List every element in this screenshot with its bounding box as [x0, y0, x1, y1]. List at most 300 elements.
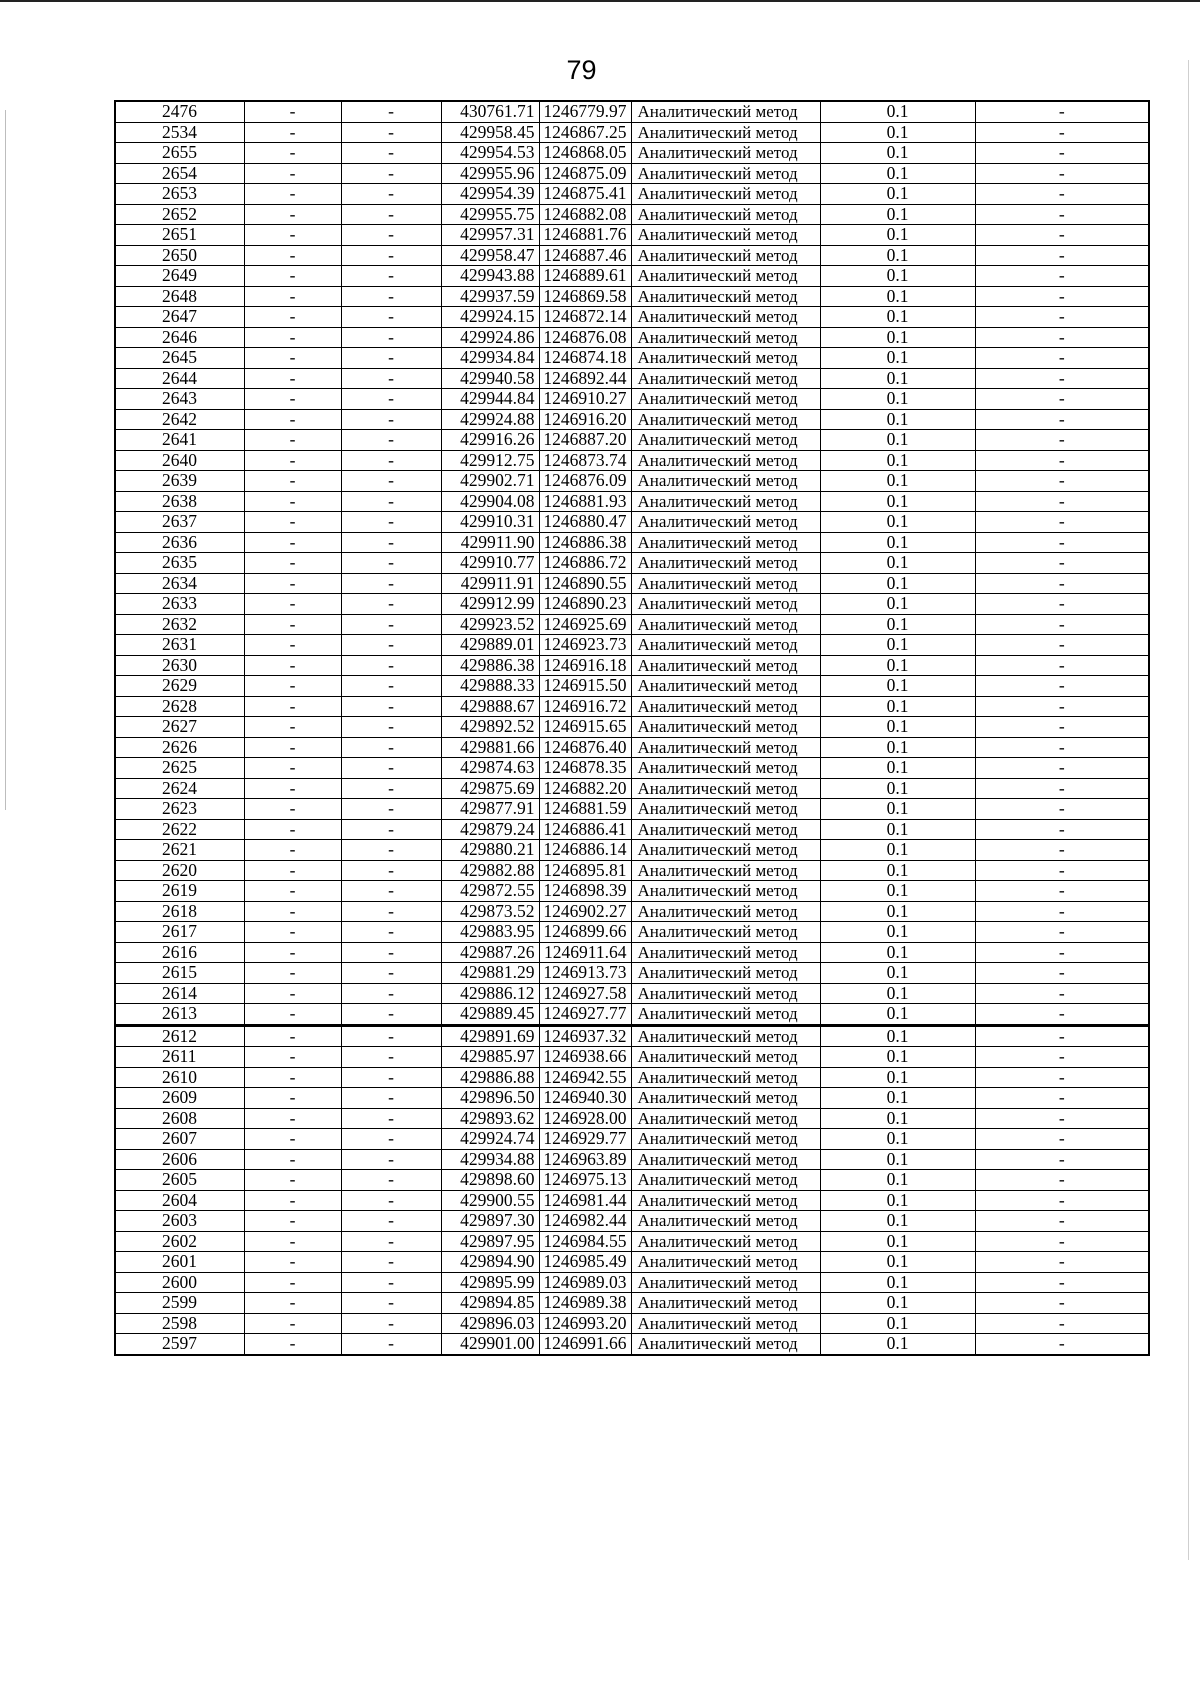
point-number-cell: 2635: [115, 553, 244, 574]
y-coordinate-cell: 1246881.59: [539, 799, 631, 820]
dash-cell: -: [975, 1190, 1149, 1211]
y-coordinate-cell: 1246989.03: [539, 1272, 631, 1293]
method-cell: Аналитический метод: [631, 204, 820, 225]
point-number-cell: 2611: [115, 1047, 244, 1068]
y-coordinate-cell: 1246916.20: [539, 409, 631, 430]
method-cell: Аналитический метод: [631, 1047, 820, 1068]
dash-cell: -: [975, 696, 1149, 717]
x-coordinate-cell: 430761.71: [441, 101, 539, 122]
dash-cell: -: [975, 225, 1149, 246]
error-value-cell: 0.1: [820, 1211, 975, 1232]
x-coordinate-cell: 429881.29: [441, 963, 539, 984]
x-coordinate-cell: 429896.03: [441, 1313, 539, 1334]
method-cell: Аналитический метод: [631, 348, 820, 369]
point-number-cell: 2625: [115, 758, 244, 779]
table-row: [115, 614, 1149, 635]
method-cell: Аналитический метод: [631, 327, 820, 348]
table-row: [115, 1272, 1149, 1293]
method-cell: Аналитический метод: [631, 450, 820, 471]
point-number-cell: 2534: [115, 122, 244, 143]
table-row: [115, 696, 1149, 717]
error-value-cell: 0.1: [820, 1149, 975, 1170]
method-cell: Аналитический метод: [631, 942, 820, 963]
point-number-cell: 2643: [115, 389, 244, 410]
method-cell: Аналитический метод: [631, 1211, 820, 1232]
method-cell: Аналитический метод: [631, 512, 820, 533]
table-body: [115, 101, 1149, 1355]
error-value-cell: 0.1: [820, 1272, 975, 1293]
dash-cell: -: [975, 1252, 1149, 1273]
dash-cell: -: [341, 1190, 441, 1211]
method-cell: Аналитический метод: [631, 491, 820, 512]
error-value-cell: 0.1: [820, 737, 975, 758]
table-row: [115, 1252, 1149, 1273]
error-value-cell: 0.1: [820, 614, 975, 635]
dash-cell: -: [244, 1025, 341, 1047]
dash-cell: -: [341, 594, 441, 615]
table-row: [115, 225, 1149, 246]
dash-cell: -: [975, 1047, 1149, 1068]
point-number-cell: 2598: [115, 1313, 244, 1334]
y-coordinate-cell: 1246876.08: [539, 327, 631, 348]
point-number-cell: 2601: [115, 1252, 244, 1273]
x-coordinate-cell: 429957.31: [441, 225, 539, 246]
method-cell: Аналитический метод: [631, 573, 820, 594]
method-cell: Аналитический метод: [631, 1190, 820, 1211]
dash-cell: -: [244, 348, 341, 369]
dash-cell: -: [244, 286, 341, 307]
x-coordinate-cell: 429944.84: [441, 389, 539, 410]
error-value-cell: 0.1: [820, 1088, 975, 1109]
error-value-cell: 0.1: [820, 717, 975, 738]
point-number-cell: 2639: [115, 471, 244, 492]
error-value-cell: 0.1: [820, 1313, 975, 1334]
dash-cell: -: [341, 163, 441, 184]
table-row: [115, 676, 1149, 697]
x-coordinate-cell: 429900.55: [441, 1190, 539, 1211]
method-cell: Аналитический метод: [631, 101, 820, 122]
dash-cell: -: [975, 1231, 1149, 1252]
dash-cell: -: [975, 512, 1149, 533]
x-coordinate-cell: 429912.75: [441, 450, 539, 471]
y-coordinate-cell: 1246916.72: [539, 696, 631, 717]
dash-cell: -: [244, 1313, 341, 1334]
table-row: [115, 840, 1149, 861]
dash-cell: -: [975, 778, 1149, 799]
dash-cell: -: [244, 758, 341, 779]
x-coordinate-cell: 429898.60: [441, 1170, 539, 1191]
dash-cell: -: [975, 1025, 1149, 1047]
method-cell: Аналитический метод: [631, 819, 820, 840]
x-coordinate-cell: 429877.91: [441, 799, 539, 820]
x-coordinate-cell: 429886.88: [441, 1067, 539, 1088]
error-value-cell: 0.1: [820, 1334, 975, 1355]
error-value-cell: 0.1: [820, 430, 975, 451]
method-cell: Аналитический метод: [631, 963, 820, 984]
point-number-cell: 2636: [115, 532, 244, 553]
table-row: [115, 122, 1149, 143]
error-value-cell: 0.1: [820, 389, 975, 410]
point-number-cell: 2622: [115, 819, 244, 840]
dash-cell: -: [975, 635, 1149, 656]
table-row: [115, 983, 1149, 1004]
table-row: [115, 758, 1149, 779]
dash-cell: -: [975, 840, 1149, 861]
table-row: [115, 922, 1149, 943]
point-number-cell: 2617: [115, 922, 244, 943]
y-coordinate-cell: 1246985.49: [539, 1252, 631, 1273]
y-coordinate-cell: 1246942.55: [539, 1067, 631, 1088]
point-number-cell: 2602: [115, 1231, 244, 1252]
dash-cell: -: [975, 122, 1149, 143]
dash-cell: -: [244, 307, 341, 328]
point-number-cell: 2638: [115, 491, 244, 512]
dash-cell: -: [975, 573, 1149, 594]
dash-cell: -: [341, 1272, 441, 1293]
table-row: [115, 286, 1149, 307]
dash-cell: -: [244, 778, 341, 799]
dash-cell: -: [244, 204, 341, 225]
dash-cell: -: [975, 676, 1149, 697]
dash-cell: -: [244, 594, 341, 615]
method-cell: Аналитический метод: [631, 286, 820, 307]
table-row: [115, 1334, 1149, 1355]
y-coordinate-cell: 1246963.89: [539, 1149, 631, 1170]
table-row: [115, 348, 1149, 369]
dash-cell: -: [341, 1047, 441, 1068]
x-coordinate-cell: 429873.52: [441, 901, 539, 922]
y-coordinate-cell: 1246913.73: [539, 963, 631, 984]
table-row: [115, 101, 1149, 122]
dash-cell: -: [975, 327, 1149, 348]
dash-cell: -: [975, 1170, 1149, 1191]
dash-cell: -: [244, 368, 341, 389]
dash-cell: -: [244, 963, 341, 984]
dash-cell: -: [975, 143, 1149, 164]
dash-cell: -: [975, 1088, 1149, 1109]
table-row: [115, 901, 1149, 922]
x-coordinate-cell: 429912.99: [441, 594, 539, 615]
dash-cell: -: [244, 942, 341, 963]
method-cell: Аналитический метод: [631, 245, 820, 266]
dash-cell: -: [975, 983, 1149, 1004]
error-value-cell: 0.1: [820, 266, 975, 287]
dash-cell: -: [244, 512, 341, 533]
y-coordinate-cell: 1246882.20: [539, 778, 631, 799]
x-coordinate-cell: 429958.47: [441, 245, 539, 266]
dash-cell: -: [244, 143, 341, 164]
dash-cell: -: [341, 184, 441, 205]
method-cell: Аналитический метод: [631, 799, 820, 820]
dash-cell: -: [341, 1149, 441, 1170]
y-coordinate-cell: 1246890.23: [539, 594, 631, 615]
dash-cell: -: [975, 881, 1149, 902]
point-number-cell: 2616: [115, 942, 244, 963]
point-number-cell: 2629: [115, 676, 244, 697]
table-row: [115, 1108, 1149, 1129]
y-coordinate-cell: 1246886.41: [539, 819, 631, 840]
dash-cell: -: [341, 901, 441, 922]
x-coordinate-cell: 429934.84: [441, 348, 539, 369]
method-cell: Аналитический метод: [631, 1231, 820, 1252]
dash-cell: -: [975, 1334, 1149, 1355]
error-value-cell: 0.1: [820, 676, 975, 697]
point-number-cell: 2655: [115, 143, 244, 164]
dash-cell: -: [975, 1293, 1149, 1314]
y-coordinate-cell: 1246975.13: [539, 1170, 631, 1191]
dash-cell: -: [975, 1004, 1149, 1026]
method-cell: Аналитический метод: [631, 225, 820, 246]
dash-cell: -: [341, 922, 441, 943]
y-coordinate-cell: 1246993.20: [539, 1313, 631, 1334]
point-number-cell: 2623: [115, 799, 244, 820]
table-row: [115, 184, 1149, 205]
dash-cell: -: [341, 430, 441, 451]
error-value-cell: 0.1: [820, 184, 975, 205]
x-coordinate-cell: 429937.59: [441, 286, 539, 307]
dash-cell: -: [341, 963, 441, 984]
dash-cell: -: [341, 1252, 441, 1273]
dash-cell: -: [341, 819, 441, 840]
y-coordinate-cell: 1246982.44: [539, 1211, 631, 1232]
x-coordinate-cell: 429904.08: [441, 491, 539, 512]
method-cell: Аналитический метод: [631, 409, 820, 430]
point-number-cell: 2644: [115, 368, 244, 389]
dash-cell: -: [975, 266, 1149, 287]
dash-cell: -: [975, 532, 1149, 553]
dash-cell: -: [341, 758, 441, 779]
dash-cell: -: [975, 389, 1149, 410]
dash-cell: -: [341, 1004, 441, 1026]
point-number-cell: 2614: [115, 983, 244, 1004]
y-coordinate-cell: 1246911.64: [539, 942, 631, 963]
y-coordinate-cell: 1246869.58: [539, 286, 631, 307]
dash-cell: -: [975, 922, 1149, 943]
dash-cell: -: [341, 491, 441, 512]
y-coordinate-cell: 1246881.76: [539, 225, 631, 246]
x-coordinate-cell: 429895.99: [441, 1272, 539, 1293]
dash-cell: -: [341, 840, 441, 861]
dash-cell: -: [975, 430, 1149, 451]
point-number-cell: 2633: [115, 594, 244, 615]
dash-cell: -: [975, 204, 1149, 225]
dash-cell: -: [244, 573, 341, 594]
y-coordinate-cell: 1246876.09: [539, 471, 631, 492]
x-coordinate-cell: 429892.52: [441, 717, 539, 738]
method-cell: Аналитический метод: [631, 881, 820, 902]
dash-cell: -: [975, 1272, 1149, 1293]
x-coordinate-cell: 429916.26: [441, 430, 539, 451]
x-coordinate-cell: 429924.74: [441, 1129, 539, 1150]
dash-cell: -: [341, 1231, 441, 1252]
x-coordinate-cell: 429886.38: [441, 655, 539, 676]
error-value-cell: 0.1: [820, 532, 975, 553]
table-row: [115, 778, 1149, 799]
point-number-cell: 2641: [115, 430, 244, 451]
table-row: [115, 717, 1149, 738]
dash-cell: -: [341, 1334, 441, 1355]
method-cell: Аналитический метод: [631, 532, 820, 553]
method-cell: Аналитический метод: [631, 983, 820, 1004]
dash-cell: -: [975, 245, 1149, 266]
dash-cell: -: [244, 799, 341, 820]
table-row: [115, 1190, 1149, 1211]
table-row: [115, 450, 1149, 471]
dash-cell: -: [975, 348, 1149, 369]
dash-cell: -: [341, 737, 441, 758]
error-value-cell: 0.1: [820, 1293, 975, 1314]
x-coordinate-cell: 429958.45: [441, 122, 539, 143]
dash-cell: -: [341, 307, 441, 328]
point-number-cell: 2630: [115, 655, 244, 676]
error-value-cell: 0.1: [820, 286, 975, 307]
method-cell: Аналитический метод: [631, 1272, 820, 1293]
dash-cell: -: [341, 983, 441, 1004]
y-coordinate-cell: 1246915.65: [539, 717, 631, 738]
method-cell: Аналитический метод: [631, 860, 820, 881]
point-number-cell: 2652: [115, 204, 244, 225]
x-coordinate-cell: 429924.86: [441, 327, 539, 348]
table-row: [115, 1004, 1149, 1026]
dash-cell: -: [244, 1293, 341, 1314]
y-coordinate-cell: 1246880.47: [539, 512, 631, 533]
method-cell: Аналитический метод: [631, 758, 820, 779]
dash-cell: -: [244, 1067, 341, 1088]
dash-cell: -: [341, 676, 441, 697]
table-row: [115, 471, 1149, 492]
y-coordinate-cell: 1246874.18: [539, 348, 631, 369]
method-cell: Аналитический метод: [631, 1129, 820, 1150]
dash-cell: -: [975, 717, 1149, 738]
dash-cell: -: [341, 942, 441, 963]
point-number-cell: 2628: [115, 696, 244, 717]
x-coordinate-cell: 429874.63: [441, 758, 539, 779]
x-coordinate-cell: 429887.26: [441, 942, 539, 963]
method-cell: Аналитический метод: [631, 901, 820, 922]
point-number-cell: 2642: [115, 409, 244, 430]
point-number-cell: 2634: [115, 573, 244, 594]
dash-cell: -: [341, 122, 441, 143]
page-number: 79: [566, 55, 597, 85]
method-cell: Аналитический метод: [631, 717, 820, 738]
method-cell: Аналитический метод: [631, 1252, 820, 1273]
x-coordinate-cell: 429911.91: [441, 573, 539, 594]
dash-cell: -: [244, 881, 341, 902]
y-coordinate-cell: 1246895.81: [539, 860, 631, 881]
dash-cell: -: [341, 799, 441, 820]
method-cell: Аналитический метод: [631, 1088, 820, 1109]
dash-cell: -: [341, 327, 441, 348]
dash-cell: -: [341, 1129, 441, 1150]
method-cell: Аналитический метод: [631, 143, 820, 164]
x-coordinate-cell: 429875.69: [441, 778, 539, 799]
method-cell: Аналитический метод: [631, 635, 820, 656]
dash-cell: -: [341, 1211, 441, 1232]
x-coordinate-cell: 429882.88: [441, 860, 539, 881]
error-value-cell: 0.1: [820, 942, 975, 963]
x-coordinate-cell: 429901.00: [441, 1334, 539, 1355]
dash-cell: -: [975, 491, 1149, 512]
coordinates-table: [114, 100, 1150, 1356]
y-coordinate-cell: 1246873.74: [539, 450, 631, 471]
error-value-cell: 0.1: [820, 778, 975, 799]
y-coordinate-cell: 1246886.72: [539, 553, 631, 574]
y-coordinate-cell: 1246938.66: [539, 1047, 631, 1068]
x-coordinate-cell: 429894.85: [441, 1293, 539, 1314]
point-number-cell: 2647: [115, 307, 244, 328]
method-cell: Аналитический метод: [631, 1067, 820, 1088]
dash-cell: -: [244, 389, 341, 410]
table-row: [115, 512, 1149, 533]
error-value-cell: 0.1: [820, 307, 975, 328]
dash-cell: -: [341, 778, 441, 799]
dash-cell: -: [975, 737, 1149, 758]
table-row: [115, 1025, 1149, 1047]
table-row: [115, 245, 1149, 266]
error-value-cell: 0.1: [820, 1025, 975, 1047]
dash-cell: -: [341, 512, 441, 533]
method-cell: Аналитический метод: [631, 1108, 820, 1129]
method-cell: Аналитический метод: [631, 1313, 820, 1334]
table-row: [115, 819, 1149, 840]
dash-cell: -: [341, 717, 441, 738]
scan-edge-right: [1188, 60, 1189, 1560]
dash-cell: -: [244, 101, 341, 122]
dash-cell: -: [244, 1190, 341, 1211]
dash-cell: -: [975, 163, 1149, 184]
dash-cell: -: [341, 881, 441, 902]
error-value-cell: 0.1: [820, 819, 975, 840]
point-number-cell: 2599: [115, 1293, 244, 1314]
method-cell: Аналитический метод: [631, 696, 820, 717]
point-number-cell: 2608: [115, 1108, 244, 1129]
error-value-cell: 0.1: [820, 983, 975, 1004]
point-number-cell: 2603: [115, 1211, 244, 1232]
method-cell: Аналитический метод: [631, 676, 820, 697]
dash-cell: -: [341, 860, 441, 881]
error-value-cell: 0.1: [820, 594, 975, 615]
y-coordinate-cell: 1246890.55: [539, 573, 631, 594]
point-number-cell: 2476: [115, 101, 244, 122]
method-cell: Аналитический метод: [631, 122, 820, 143]
table-row: [115, 307, 1149, 328]
error-value-cell: 0.1: [820, 799, 975, 820]
method-cell: Аналитический метод: [631, 1149, 820, 1170]
dash-cell: -: [244, 1004, 341, 1026]
dash-cell: -: [244, 696, 341, 717]
y-coordinate-cell: 1246886.14: [539, 840, 631, 861]
dash-cell: -: [244, 184, 341, 205]
dash-cell: -: [341, 1025, 441, 1047]
dash-cell: -: [244, 860, 341, 881]
dash-cell: -: [341, 532, 441, 553]
dash-cell: -: [341, 204, 441, 225]
error-value-cell: 0.1: [820, 1067, 975, 1088]
dash-cell: -: [341, 1293, 441, 1314]
method-cell: Аналитический метод: [631, 737, 820, 758]
x-coordinate-cell: 429889.45: [441, 1004, 539, 1026]
dash-cell: -: [244, 163, 341, 184]
error-value-cell: 0.1: [820, 101, 975, 122]
table-row: [115, 799, 1149, 820]
method-cell: Аналитический метод: [631, 655, 820, 676]
scan-edge-top: [0, 0, 1200, 2]
error-value-cell: 0.1: [820, 1190, 975, 1211]
dash-cell: -: [341, 1313, 441, 1334]
error-value-cell: 0.1: [820, 204, 975, 225]
point-number-cell: 2626: [115, 737, 244, 758]
dash-cell: -: [975, 307, 1149, 328]
